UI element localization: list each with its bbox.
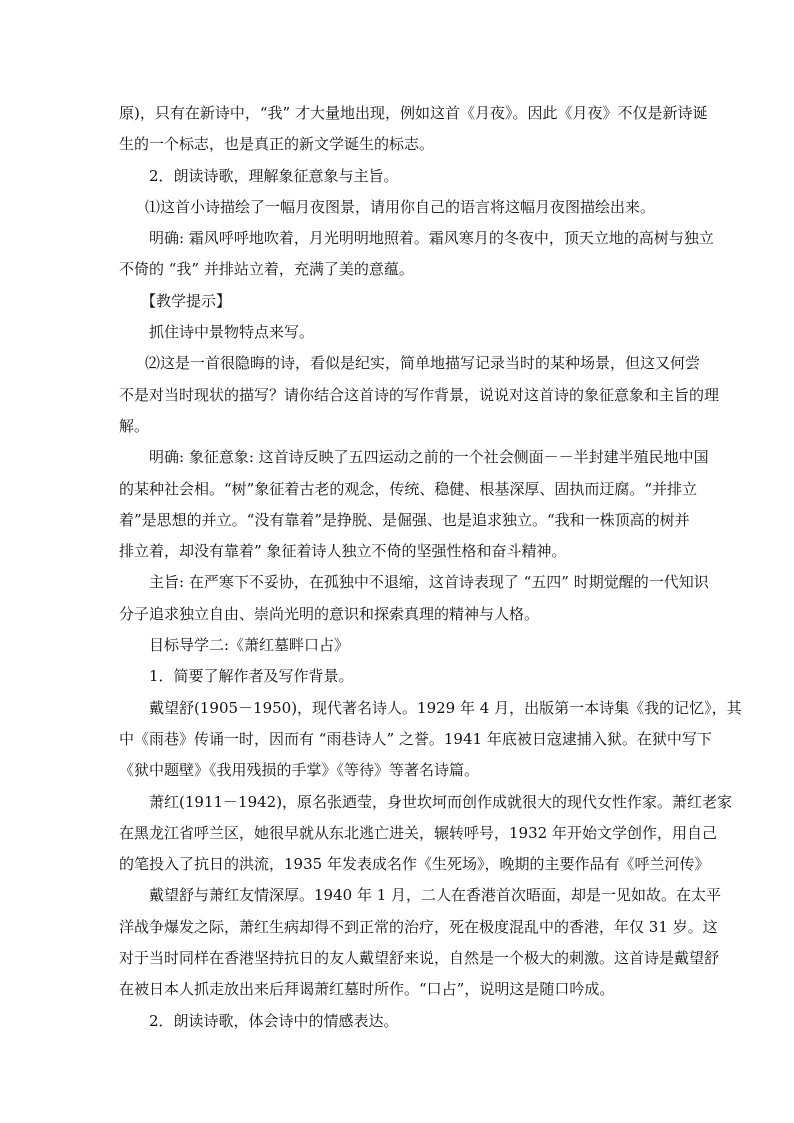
document-body <box>119 98 742 1037</box>
section-heading: 2．朗读诗歌，理解象征意象与主旨。 <box>149 166 399 185</box>
paragraph-line: 的笔投入了抗日的洪流，1935 年发表成名作《生死场》，晚期的主要作品有《呼兰河传》 <box>119 855 710 874</box>
paragraph-line: 原)，只有在新诗中，“我” 才大量地出现，例如这首《月夜》。因此《月夜》不仅是新诗诞 <box>119 104 708 122</box>
section-heading: 目标导学二:《萧红墓畔口占》 <box>149 636 350 655</box>
question-line: ⑴这首小诗描绘了一幅月夜图景，请用你自己的语言将这幅月夜图描绘出来。 <box>145 197 656 216</box>
answer-line: 明确: 霜风呼呼地吹着，月光明明地照着。霜风寒月的冬夜中，顶天立地的高树与独立 <box>149 229 714 248</box>
theme-line: 分子追求独立自由、崇尚光明的意识和探索真理的精神与人格。 <box>119 604 540 623</box>
teaching-tip-heading: 【教学提示】 <box>141 291 232 310</box>
paragraph-line: 在被日本人抓走放出来后拜谒萧红墓时所作。“口占”，说明这是随口吟成。 <box>119 980 615 999</box>
question-line: 不是对当时现状的描写？请你结合这首诗的写作背景，说说对这首诗的象征意象和主旨的理 <box>119 385 720 404</box>
teaching-tip-text: 抓住诗中景物特点来写。 <box>149 323 315 342</box>
theme-line: 主旨: 在严寒下不妥协，在孤独中不退缩，这首诗表现了 “五四” 时期觉醒的一代知识 <box>149 573 709 592</box>
answer-line: 不倚的 “我” 并排站立着，充满了美的意蕴。 <box>119 260 414 279</box>
question-line: ⑵这是一首很隐晦的诗，看似是纪实，简单地描写记录当时的某种场景，但这又何尝 <box>145 354 701 373</box>
answer-line: 的某种社会相。“树”象征着古老的观念，传统、稳健、根基深厚、固执而迂腐。“并排立 <box>119 479 698 498</box>
paragraph-line: 萧红(1911－1942)，原名张迺莹，身世坎坷而创作成就很大的现代女性作家。萧红老家 <box>149 792 733 811</box>
question-line: 解。 <box>119 416 150 435</box>
paragraph-line: 戴望舒(1905－1950)，现代著名诗人。1929 年 4 月，出版第一本诗集《我的记忆》，其 <box>149 698 742 717</box>
answer-line: 排立着，却没有靠着” 象征着诗人独立不倚的坚强性格和奋斗精神。 <box>119 542 567 561</box>
answer-line: 明确: 象征意象: 这首诗反映了五四运动之前的一个社会侧面－－半封建半殖民地中国 <box>149 448 709 467</box>
paragraph-line: 生的一个标志，也是真正的新文学诞生的标志。 <box>119 135 435 154</box>
paragraph-line: 洋战争爆发之际，萧红生病却得不到正常的治疗，死在极度混乱中的香港，年仅 31 岁。这 <box>119 917 718 936</box>
paragraph-line: 在黑龙江省呼兰区，她很早就从东北逃亡进关，辗转呼号，1932 年开始文学创作，用自己 <box>119 823 717 842</box>
paragraph-line: 中《雨巷》传诵一时，因而有 “雨巷诗人” 之誉。1941 年底被日寇逮捕入狱。在狱中写下 <box>119 729 712 748</box>
paragraph-line: 《狱中题壁》《我用残损的手掌》《等待》等著名诗篇。 <box>119 761 480 780</box>
section-heading: 1．简要了解作者及写作背景。 <box>149 667 354 686</box>
section-heading: 2．朗读诗歌，体会诗中的情感表达。 <box>149 1011 399 1030</box>
answer-line: 着”是思想的并立。“没有靠着”是挣脱、是倔强、也是追求独立。“我和一株顶高的树并 <box>119 510 690 529</box>
paragraph-line: 戴望舒与萧红友情深厚。1940 年 1 月，二人在香港首次晤面，却是一见如故。在太平 <box>149 886 722 905</box>
paragraph-line: 对于当时同样在香港坚持抗日的友人戴望舒来说，自然是一个极大的刺激。这首诗是戴望舒 <box>119 949 720 968</box>
